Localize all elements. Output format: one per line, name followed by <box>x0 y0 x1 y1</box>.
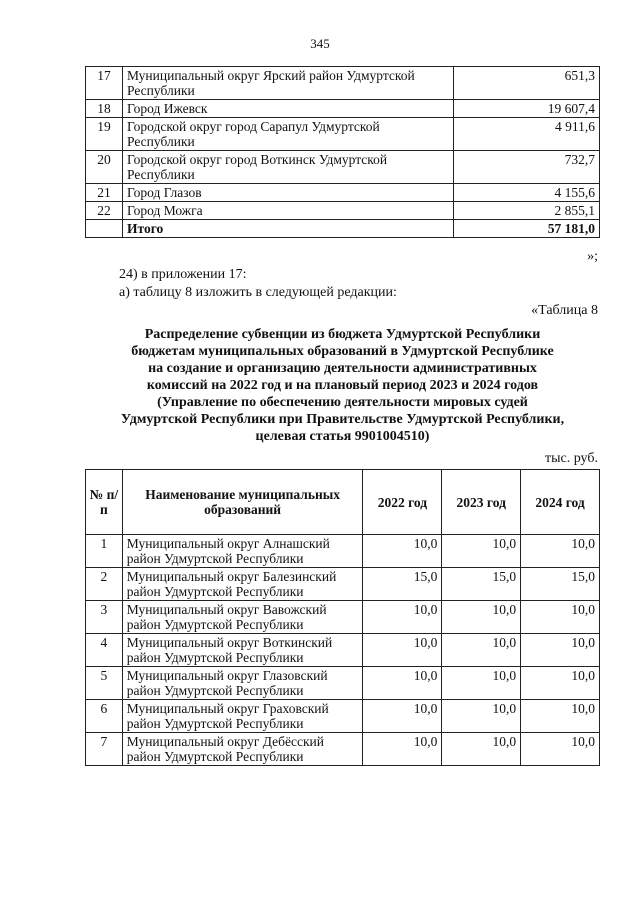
amount-cell: 2 855,1 <box>454 202 600 220</box>
value-2022: 10,0 <box>363 535 442 568</box>
heading-line: (Управление по обеспечению деятельности мировых судей <box>157 395 528 410</box>
municipality-name: Муниципальный округ Дебёсский район Удмуртской Республики <box>122 733 363 766</box>
value-2022: 10,0 <box>363 733 442 766</box>
value-2022: 15,0 <box>363 568 442 601</box>
municipality-name: Муниципальный округ Балезинский район Удмуртской Республики <box>122 568 363 601</box>
row-number: 19 <box>86 118 123 151</box>
page-number: 345 <box>310 36 330 51</box>
value-2024: 15,0 <box>521 568 600 601</box>
table-row <box>86 535 600 568</box>
row-number: 1 <box>86 535 123 568</box>
table-row <box>86 700 600 733</box>
municipality-name: Город Можга <box>123 202 454 220</box>
value-2023: 10,0 <box>442 535 521 568</box>
value-2022: 10,0 <box>363 634 442 667</box>
municipality-name: Муниципальный округ Граховский район Удмуртской Республики <box>122 700 363 733</box>
municipality-name: Город Глазов <box>123 184 454 202</box>
municipality-name: Муниципальный округ Вавожский район Удмуртской Республики <box>122 601 363 634</box>
amendment-item-24: 24) в приложении 17: <box>119 267 247 282</box>
row-number: 3 <box>86 601 123 634</box>
value-2023: 10,0 <box>442 634 521 667</box>
heading-line: целевая статья 9901004510) <box>255 429 430 444</box>
row-number: 22 <box>86 202 123 220</box>
total-label: Итого <box>123 220 454 238</box>
row-number: 7 <box>86 733 123 766</box>
heading-line: комиссий на 2022 год и на плановый период 2023 и 2024 годов <box>146 378 539 393</box>
row-number: 18 <box>86 100 123 118</box>
heading-line: бюджетам муниципальных образований в Удмуртской Республике <box>131 344 554 359</box>
table-heading <box>80 326 605 445</box>
amendment-subitem-a: а) таблицу 8 изложить в следующей редакции: <box>119 285 397 300</box>
table-row <box>86 634 600 667</box>
table-row <box>86 100 600 118</box>
value-2024: 10,0 <box>521 601 600 634</box>
amount-cell: 4 155,6 <box>454 184 600 202</box>
municipality-name: Город Ижевск <box>123 100 454 118</box>
table-row <box>86 118 600 151</box>
row-number: 6 <box>86 700 123 733</box>
value-2022: 10,0 <box>363 700 442 733</box>
header-2024: 2024 год <box>521 470 600 535</box>
table-row <box>86 601 600 634</box>
row-number: 21 <box>86 184 123 202</box>
header-2023: 2023 год <box>442 470 521 535</box>
table-row <box>86 67 600 100</box>
value-2024: 10,0 <box>521 667 600 700</box>
units-label: тыс. руб. <box>545 451 598 466</box>
value-2024: 10,0 <box>521 634 600 667</box>
municipality-name: Муниципальный округ Воткинский район Удмуртской Республики <box>122 634 363 667</box>
heading-line: на создание и организацию деятельности административных <box>148 361 537 376</box>
header-name: Наименование муниципальных образований <box>122 470 363 535</box>
value-2022: 10,0 <box>363 601 442 634</box>
previous-table <box>85 66 600 238</box>
municipality-name: Муниципальный округ Ярский район Удмуртской Республики <box>123 67 454 100</box>
row-number: 17 <box>86 67 123 100</box>
value-2024: 10,0 <box>521 535 600 568</box>
value-2024: 10,0 <box>521 700 600 733</box>
table-row <box>86 184 600 202</box>
table-row <box>86 202 600 220</box>
table-row <box>86 151 600 184</box>
total-amount: 57 181,0 <box>454 220 600 238</box>
amount-cell: 19 607,4 <box>454 100 600 118</box>
value-2023: 10,0 <box>442 733 521 766</box>
amount-cell: 651,3 <box>454 67 600 100</box>
row-number: 2 <box>86 568 123 601</box>
closing-quote: »; <box>587 249 598 264</box>
value-2023: 15,0 <box>442 568 521 601</box>
row-number: 5 <box>86 667 123 700</box>
municipality-name: Городской округ город Сарапул Удмуртской Республики <box>123 118 454 151</box>
value-2023: 10,0 <box>442 700 521 733</box>
subvention-table <box>85 469 600 766</box>
municipality-name: Городской округ город Воткинск Удмуртской Республики <box>123 151 454 184</box>
amount-cell: 4 911,6 <box>454 118 600 151</box>
header-2022: 2022 год <box>363 470 442 535</box>
empty-cell <box>86 220 123 238</box>
table-header-row <box>86 470 600 535</box>
row-number: 20 <box>86 151 123 184</box>
value-2022: 10,0 <box>363 667 442 700</box>
heading-line: Удмуртской Республики при Правительстве Удмуртской Республики, <box>120 412 565 427</box>
table-row <box>86 733 600 766</box>
value-2023: 10,0 <box>442 667 521 700</box>
value-2024: 10,0 <box>521 733 600 766</box>
table-row <box>86 568 600 601</box>
value-2023: 10,0 <box>442 601 521 634</box>
heading-line: Распределение субвенции из бюджета Удмуртской Республики <box>144 327 541 342</box>
header-number: № п/п <box>86 470 123 535</box>
total-row <box>86 220 600 238</box>
municipality-name: Муниципальный округ Алнашский район Удмуртской Республики <box>122 535 363 568</box>
municipality-name: Муниципальный округ Глазовский район Удмуртской Республики <box>122 667 363 700</box>
row-number: 4 <box>86 634 123 667</box>
table-reference: «Таблица 8 <box>531 303 598 318</box>
amount-cell: 732,7 <box>454 151 600 184</box>
table-row <box>86 667 600 700</box>
